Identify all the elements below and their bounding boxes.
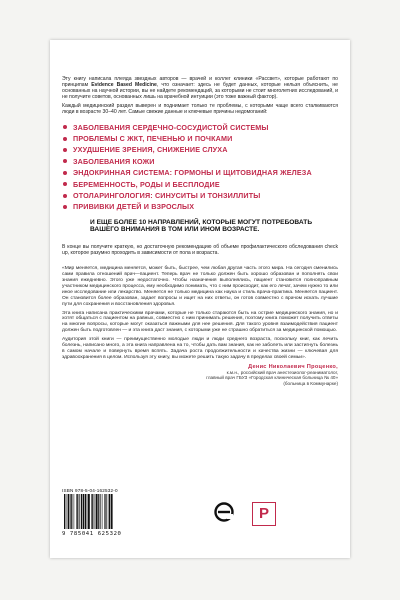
topic-item: ОТОЛАРИНГОЛОГИЯ: СИНУСИТЫ И ТОНЗИЛЛИТЫ [62,190,338,201]
bullet-icon [63,148,67,152]
topic-item: ЭНДОКРИННАЯ СИСТЕМА: ГОРМОНЫ И ЩИТОВИДНАЯ ЖЕЛЕЗА [62,167,338,178]
author-name: Денис Николаевич Проценко, [248,363,338,370]
quote-paragraph-2: Эта книга написана практическими врачами, которые не только стараются быть на острие медицинского знания, но и хотят общаться с пациентом на равных, совместно с ним принимать решения, поэтому книга поможет получить ответы на многие вопросы, которые могут оказаться важными для нее решения. Для такого уровня взаимодействия пациент должен быть подготовлен — и эта книга даст знания, с которыми уже не страшно обратиться за медицинской помощью. [62,310,338,334]
bullet-icon [63,205,67,209]
quote-paragraph-1: «Мир меняется, медицина меняется, может быть, быстрее, чем любая другая часть этого мира. На сегодня сменились сами правила отношений врач—пациент. Теперь врач не только должен быть хорошо образован и пополнять свои знания ежедневно. Этого уже недостаточно. Чтобы назначения выполнялись, пациент становится полноправным участником медицинского процесса, ему необходимо понимать, что с ним происходит, как его лечат, зачем нужно то или иное исследование или лекарство. Меняется не только медицина как наука и стиль врача-практика. Меняется пациент. Он становится более образован, задает вопросы и ищет на них ответы, он готов совместно с врачом искать лучшие пути для сохранения и восстановления здоровья. [62,266,338,307]
p-box-logo-icon: P [252,502,276,526]
bullet-icon [63,171,67,175]
quote-paragraph-3: Аудитория этой книги — преимущественно молодые люди и люди среднего возраста, поскольку книг, как лечить болезнь, написано много, а эта книга направлена на то, чтобы дать вам знания, как не заболеть или застигнуть болезнь в самом начале и повернуть время вспять. Задача роста продолжительности и качества жизни — ключевая для здравоохранения в целом. Используя эту книгу, вы можете решить такую задачу в пределах своей семьи». [62,337,338,360]
checkup-paragraph: В конце вы получите краткую, но достаточную рекомендацию об объеме профилактического обследования check up, которое разумно проходить в зависимости от пола и возраста. [62,244,338,257]
topic-item: ЗАБОЛЕВАНИЯ КОЖИ [62,156,338,167]
barcode-bars [62,493,130,531]
author-role-2: главный врач ГБУЗ «Городская клиническая больница № 40» [206,375,338,381]
topic-item: БЕРЕМЕННОСТЬ, РОДЫ И БЕСПЛОДИЕ [62,179,338,190]
topic-item: ЗАБОЛЕВАНИЯ СЕРДЕЧНО-СОСУДИСТОЙ СИСТЕМЫ [62,122,338,133]
intro-paragraph [62,76,338,100]
author-role-3: (больница в Коммунарке) [283,380,338,386]
bullet-icon [63,182,67,186]
author-signature [62,364,338,386]
eksmo-e-logo-icon [214,502,234,522]
book-back-cover [50,40,350,558]
quote-block [62,266,338,361]
bullet-icon [63,125,67,129]
topic-item: ПРИВИВКИ ДЕТЕЙ И ВЗРОСЛЫХ [62,201,338,212]
topic-list [62,122,338,213]
author-role-1: к.м.н., российский врач анестезиолог-реаниматолог, [226,369,338,375]
bullet-icon [63,159,67,163]
intro-text-end: , что означает: здесь не будет данных, которые нельзя объяснить, не основанных на научной истории, вы не найдете рекомендаций, за которыми не стоит многолетних исследований, и не получите советов, основанных лишь на врачебной интуиции (это тоже важный фактор). [62,82,338,101]
isbn-number: ISBN 978-5-04-162532-0 [62,488,118,493]
bullet-icon [63,194,67,198]
intro-bold-text: Evidence Based Medicine [91,82,157,89]
more-directions-text: И ЕЩЕ БОЛЕЕ 10 НАПРАВЛЕНИЙ, КОТОРЫЕ МОГУТ ПОТРЕБОВАТЬ ВАШЕГО ВНИМАНИЯ В ТОМ ИЛИ ИНОМ ВОЗРАСТЕ. [90,218,313,234]
topic-item: ПРОБЛЕМЫ С ЖКТ, ПЕЧЕНЬЮ И ПОЧКАМИ [62,133,338,144]
isbn-barcode [62,488,130,540]
topic-item: УХУДШЕНИЕ ЗРЕНИЯ, СНИЖЕНИЕ СЛУХА [62,144,338,155]
intro-paragraph-2: Каждый медицинский раздел выверен и поднимает только те проблемы, с которыми чаще всего сталкиваются люди в возрасте 30–40 лет. Самые свежие данные и ключевые причины недомоганий: [62,103,338,116]
bullet-icon [63,137,67,141]
cover-footer [62,480,338,540]
intro-text-start: Эту книгу написала плеяда звездных авторов — врачей и коллег клиники «Рассвет», которые работают по принципам [62,76,338,89]
barcode-digits: 9 785041 625320 [62,531,122,537]
